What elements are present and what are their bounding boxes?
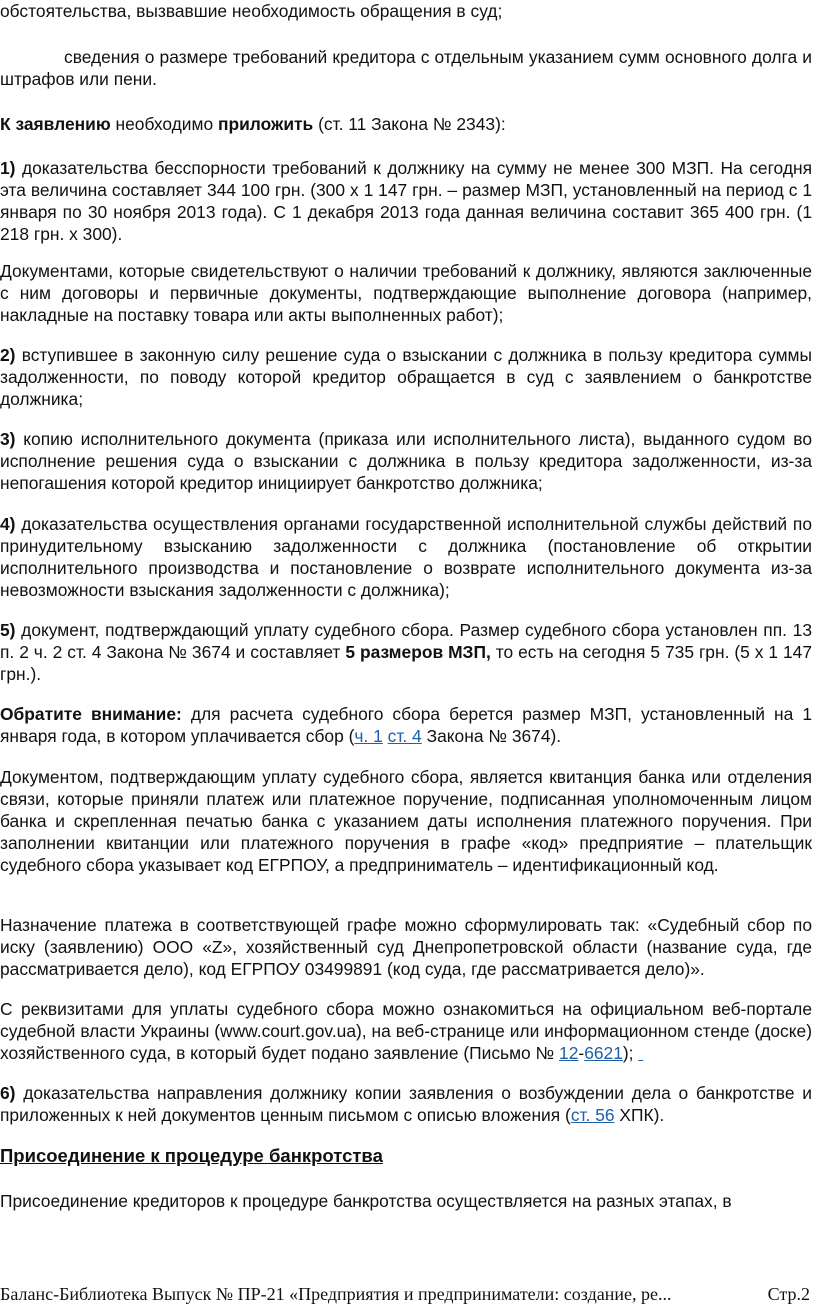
list-number: 1) (0, 158, 16, 178)
list-item-1 (0, 157, 812, 245)
list-text: доказательства направления должнику копии заявления о возбуждении дела о банкротстве и приложенных к ней документов ценным письмом с описью вложения ( (0, 1083, 812, 1125)
paragraph-attachments-intro (0, 113, 812, 135)
list-text: доказательства осуществления органами государственной исполнительной службы действий по принудительному взысканию задолженности с должника (постановление об открытии исполнительного производства и постановление о возврате исполнительного документа из-за невозможности взыскания задолженности с должника); (0, 514, 812, 600)
paragraph-circumstances: обстоятельства, вызвавшие необходимость обращения в суд; (0, 1, 503, 21)
bold-text: 5 размеров МЗП, (345, 642, 491, 662)
text: ); (622, 1043, 639, 1063)
link-article-4[interactable]: ст. 4 (387, 726, 422, 746)
text: для расчета судебного сбора берется размер МЗП, установленный на 1 января года, в котором уплачивается сбор ( (0, 704, 812, 746)
list-number: 3) (0, 429, 16, 449)
list-number: 2) (0, 345, 16, 365)
text: Закона № 3674). (421, 726, 562, 746)
paragraph-note (0, 703, 812, 747)
list-text: ХПК). (614, 1105, 665, 1125)
bold-text: приложить (217, 114, 314, 134)
list-item-6 (0, 1082, 812, 1126)
paragraph-payment-purpose: Назначение платежа в соответствующей графе можно сформулировать так: «Судебный сбор по иску (заявлению) ООО «Z», хозяйственный суд Днепропетровской области (название суда, где рассматривается дело), код ЕГРПОУ 03499891 (код суда, где рассматривается дело)». (0, 915, 812, 979)
link-part-1[interactable]: ч. 1 (354, 726, 383, 746)
list-number: 5) (0, 620, 16, 640)
link-article-56[interactable]: ст. 56 (570, 1105, 615, 1125)
paragraph-documents: Документами, которые свидетельствуют о наличии требований к должнику, являются заключенные с ним договоры и первичные документы, подтверждающие выполнение договора (например, накладные на поставку товара или акты выполненных работ); (0, 261, 812, 325)
list-text: документ, подтверждающий уплату судебного сбора. Размер судебного сбора установлен пп. 13 п. 2 ч. 2 ст. 4 Закона № 3674 и составляет (0, 620, 812, 662)
note-label: Обратите внимание: (0, 704, 182, 724)
text: (ст. 11 Закона № 2343): (313, 114, 506, 134)
empty-link[interactable] (638, 1043, 643, 1063)
list-item-3 (0, 428, 812, 494)
link-letter-12[interactable]: 12 (559, 1043, 579, 1063)
paragraph-requisites (0, 998, 812, 1064)
list-text: копию исполнительного документа (приказа или исполнительного листа), выданного судом во исполнение решения суда о взыскании с должника в пользу кредитора задолженности, из-за непогашения которой кредитор инициирует банкротство должника; (0, 429, 812, 493)
page-number: Стр.2 (767, 1284, 810, 1304)
list-number: 6) (0, 1083, 16, 1103)
list-text: то есть на сегодня 5 735 грн. (5 х 1 147 грн.). (0, 642, 813, 684)
list-item-5 (0, 619, 812, 685)
page-footer (0, 1283, 816, 1305)
list-text: вступившее в законную силу решение суда о взыскании с должника в пользу кредитора суммы задолженности, по поводу которой кредитор обращается в суд с заявлением о банкротстве должника; (0, 345, 812, 409)
paragraph-payment-receipt: Документом, подтверждающим уплату судебного сбора, является квитанция банка или отделения связи, которые приняли платеж или платежное поручение, подписанная уполномоченным лицом банка и скрепленная печатью банка с указанием даты исполнения платежного поручения. При заполнении квитанции или платежного поручения в графе «код» предприятие – плательщик судебного сбора указывает код ЕГРПОУ, а предприниматель – идентификационный код. (0, 767, 812, 875)
text: С реквизитами для уплаты судебного сбора можно ознакомиться на официальном веб-портале судебной власти Украины (www.court.gov.ua), на веб-странице или информационном стенде (доске) хозяйственного суда, в который будет подано заявление (Письмо № (0, 999, 812, 1063)
list-number: 4) (0, 514, 16, 534)
list-text: доказательства бесспорности требований к должнику на сумму не менее 300 МЗП. На сегодня эта величина составляет 344 100 грн. (300 х 1 147 грн. – размер МЗП, установленный на период с 1 января по 30 ноября 2013 года). С 1 декабря 2013 года данная величина составит 365 400 грн. (1 218 грн. х 300). (0, 158, 812, 244)
footer-title: Баланс-Библиотека Выпуск № ПР-21 «Предприятия и предприниматели: создание, ре... (0, 1284, 672, 1304)
text: необходимо (110, 114, 218, 134)
list-item-2 (0, 344, 812, 410)
paragraph-joining: Присоединение кредиторов к процедуре банкротства осуществляется на разных этапах, в (0, 1191, 732, 1211)
paragraph-claim-size: сведения о размере требований кредитора с отдельным указанием сумм основного долга и штрафов или пени. (0, 47, 812, 89)
link-letter-6621[interactable]: 6621 (584, 1043, 623, 1063)
text: - (578, 1043, 585, 1063)
bold-text: К заявлению (0, 114, 111, 134)
list-item-4 (0, 513, 812, 601)
section-heading: Присоединение к процедуре банкротства (0, 1145, 383, 1166)
